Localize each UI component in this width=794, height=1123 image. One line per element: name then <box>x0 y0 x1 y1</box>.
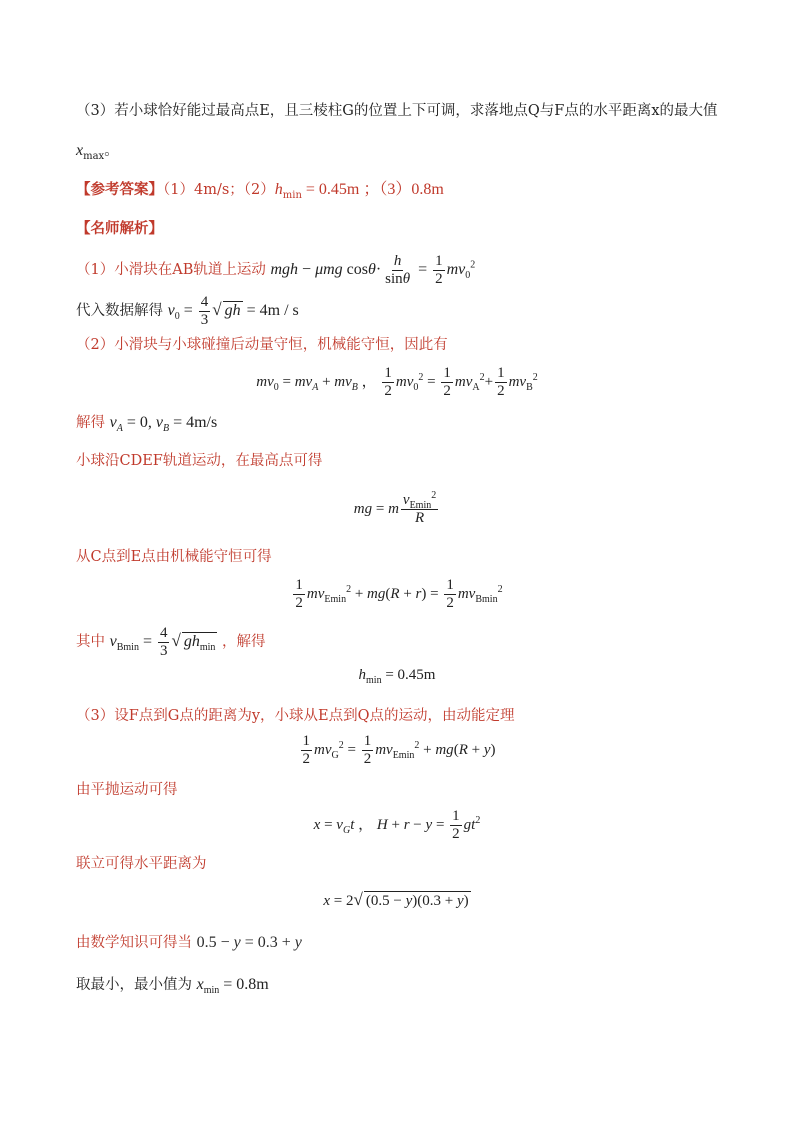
step3-energy-equation: $\frac{1}{2}$ $mv_G^2$ = $\frac{1}{2}$ $mv_{Emin}^2 + mg(R + y)$ <box>302 733 496 767</box>
question-3-line2: $x_{max}$。 <box>76 142 119 162</box>
analysis-label-line <box>76 219 163 239</box>
step2-solve-equation: $v_A = 0$, $v_B = 4m/s$ <box>109 414 218 435</box>
step2-result: $h_{min} = 0.45m$ <box>358 667 436 686</box>
step3-proj-line: 由平抛运动可得 <box>76 782 178 798</box>
step2-solve-line: 解得 $v_A = 0$, $v_B = 4m/s$ <box>76 414 218 435</box>
step2-equations: $mv_0 = mv_A + mv_B$ ， $\frac{1}{2}$ $mv_0^2$ = $\frac{1}{2}$ $mv_A^2+$ $\frac{1}{2}$ $mv_B^2$ <box>256 365 538 399</box>
step3-min-line: 取最小，最小值为 $x_{min} = 0.8m$ <box>76 976 269 997</box>
analysis-label: 【名师解析】 <box>76 220 163 237</box>
step1-v0-equation: $v_0$ = $\frac{4}{3}$ √ gh = 4m / s <box>167 294 299 328</box>
step1-line: （1）小滑块在AB轨道上运动 mgh − μmg cosθ· $\frac{h}{\sin\theta}$ = $\frac{1}{2}$ $mv_0^2$ <box>76 253 476 287</box>
step3-min-equation: $x_{min} = 0.8m$ <box>196 976 269 997</box>
step3-projectile-equations: $x = v_Gt$ ， H + r − y = $\frac{1}{2}$ $gt^2$ <box>313 808 481 842</box>
step3-combine-line: 联立可得水平距离为 <box>76 856 207 872</box>
step2-centripetal-equation: mg = m $\frac{v_{Emin}^2}{R}$ <box>353 490 437 526</box>
answer-line: 【参考答案】（1）4m/s；$(2)h_{min} = 0.45m$ ；（3）0.8m <box>76 181 444 201</box>
answer-label: 【参考答案】 <box>76 181 163 198</box>
step2-energy-equation: $\frac{1}{2}$ $mv_{Emin}^2 + mg(R + r)$ = $\frac{1}{2}$ $mv_{Bmin}^2$ <box>295 577 503 611</box>
step2-energy-line: 从C点到E点由机械能守恒可得 <box>76 549 272 565</box>
step3-distance-equation: x = 2√ (0.5 − y)(0.3 + y) <box>323 890 469 909</box>
step1-sub-line: 代入数据解得 $v_0$ = $\frac{4}{3}$ √ gh = 4m / s <box>76 294 299 328</box>
step1-equation: mgh − μmg cosθ· $\frac{h}{\sin\theta}$ = $\frac{1}{2}$ $mv_0^2$ <box>270 253 476 287</box>
step2-where-equation: $v_{Bmin}$ = $\frac{4}{3}$ √ $gh_{min}$ <box>109 625 216 659</box>
step3-math-equation: 0.5 − y = 0.3 + y <box>196 934 302 951</box>
step3-math-line: 由数学知识可得当 0.5 − y = 0.3 + y <box>76 934 302 951</box>
step2-track-line: 小球沿CDEF轨道运动，在最高点可得 <box>76 453 323 469</box>
step2-where-line: 其中 $v_{Bmin}$ = $\frac{4}{3}$ √ $gh_{min}$ ，解得 <box>76 625 266 659</box>
step3-line: （3）设F点到G点的距离为y，小球从E点到Q点的运动，由动能定理 <box>76 708 515 724</box>
step2-line: （2）小滑块与小球碰撞后动量守恒，机械能守恒，因此有 <box>76 337 448 353</box>
question-3-line1: （3）若小球恰好能过最高点E，且三棱柱G的位置上下可调，求落地点Q与F点的水平距离x的最大值 <box>76 103 718 119</box>
